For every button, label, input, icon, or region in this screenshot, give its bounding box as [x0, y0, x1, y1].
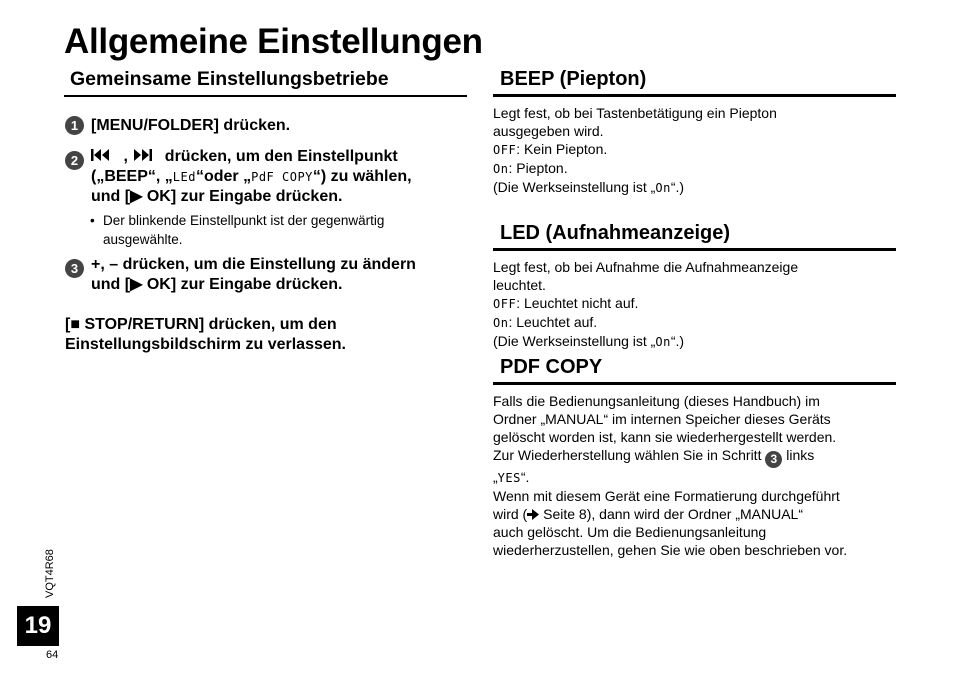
arrow-right-icon	[527, 506, 539, 522]
step-2-text: , drücken, um den Einstellpunkt („BEEP“, „LEd“oder „PdF COPY“) zu wählen, und [▶ OK] zur Eingabe drücken.	[91, 148, 412, 205]
lcd-yes: YES	[497, 471, 521, 485]
step-1-number: 1	[65, 116, 84, 135]
page-title: Allgemeine Einstellungen	[64, 22, 483, 61]
step-2-bullet: • Der blinkende Einstellpunkt ist der gegenwärtig ausgewählte.	[90, 213, 385, 247]
step-3-text: +, – drücken, um die Einstellung zu ändern und [▶ OK] zur Eingabe drücken.	[91, 256, 416, 293]
section-title-led: LED (Aufnahmeanzeige)	[500, 222, 731, 244]
step-3-ref-icon: 3	[765, 451, 782, 468]
pdf-rule	[493, 382, 896, 385]
page-number-badge: 19	[17, 606, 59, 646]
beep-rule	[493, 94, 896, 97]
section-title-pdf-copy: PDF COPY	[500, 356, 603, 378]
skip-back-icon	[91, 148, 123, 165]
document-code: VQT4R68	[44, 549, 56, 598]
section-title-beep: BEEP (Piepton)	[500, 68, 647, 90]
section-title-common: Gemeinsame Einstellungsbetriebe	[70, 68, 389, 90]
skip-forward-icon	[132, 148, 164, 165]
led-rule	[493, 248, 896, 251]
step-3-number: 3	[65, 259, 84, 278]
small-page-number: 64	[46, 649, 59, 661]
stop-instruction: [■ STOP/RETURN] drücken, um den Einstellungsbildschirm zu verlassen.	[65, 316, 346, 353]
led-description: Legt fest, ob bei Aufnahme die Aufnahmeanzeige leuchtet. OFF: Leuchtet nicht auf. On: Leuchtet auf. (Die Werkseinstellung ist „On“.)	[493, 259, 799, 349]
beep-description: Legt fest, ob bei Tastenbetätigung ein Piepton ausgegeben wird. OFF: Kein Piepton. On: Piepton. (Die Werkseinstellung ist „On“.)	[493, 105, 777, 195]
step-1-text: [MENU/FOLDER] drücken.	[91, 117, 291, 134]
lcd-led: LEd	[172, 170, 196, 184]
section-rule	[64, 95, 467, 97]
lcd-on: On	[493, 316, 509, 330]
lcd-off: OFF	[493, 297, 517, 311]
lcd-on: On	[493, 162, 509, 176]
step-2-number: 2	[65, 151, 84, 170]
pdf-description: Falls die Bedienungsanleitung (dieses Handbuch) im Ordner „MANUAL“ im internen Speicher dieses Geräts gelöscht worden ist, kann sie wiederhergestellt werden. Zur Wiederherstellung wählen Sie in Schritt 3 links „YES“. Wenn mit diesem Gerät eine Formatierung durchgeführt wird ( Seite 8), dann wird der Ordner „MANUAL“ auch gelöscht. Um die Bedienungsanleitung wiederherzustellen, gehen Sie wie oben beschrieben vor.	[493, 393, 848, 558]
lcd-off: OFF	[493, 143, 517, 157]
lcd-pdf-copy: PdF COPY	[251, 170, 313, 184]
